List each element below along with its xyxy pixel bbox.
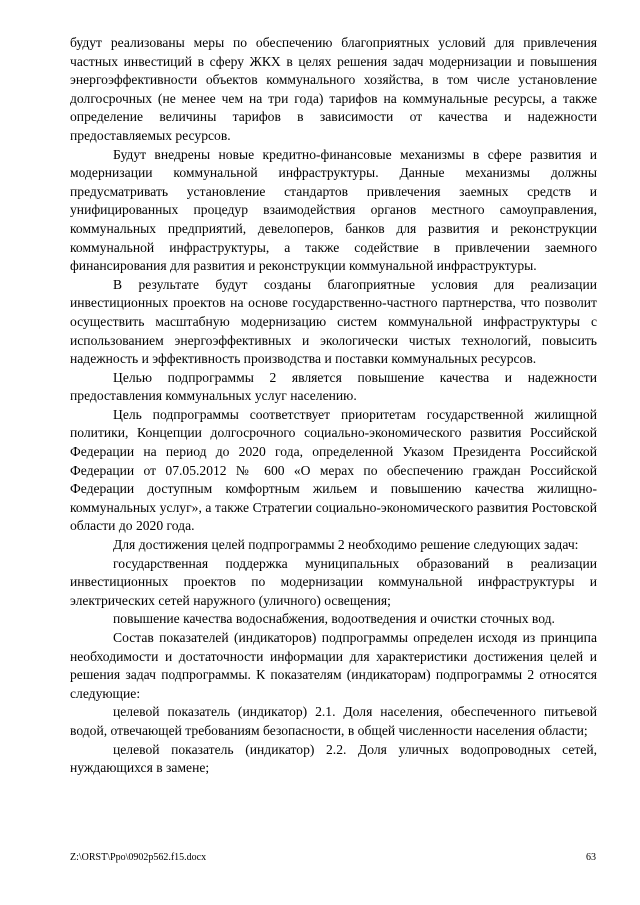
paragraph-3: В результате будут созданы благоприятные условия для реализации инвестиционных проектов на основе государственно-частного партнерства, что позволит осуществить масштабную модернизацию систем коммунальной инфраструктуры с использованием энергоэффективных и экологически чистых технологий, повысить надежность и эффективность производства и поставки коммунальных ресурсов. xyxy=(70,276,597,367)
paragraph-6: Для достижения целей подпрограммы 2 необходимо решение следующих задач: xyxy=(113,537,579,553)
paragraph-7: государственная поддержка муниципальных образований в реализации инвестиционных проектов по модернизации коммунальной инфраструктуры и электрических сетей наружного (уличного) освещения; xyxy=(70,555,597,608)
paragraph-1: будут реализованы меры по обеспечению благоприятных условий для привлечения частных инвестиций в сферу ЖКХ в целях решения задач модернизации и повышения энергоэффективности объектов коммунального хозяйства, в том числе установление долгосрочных (не менее чем на три года) тарифов на коммунальные ресурсы, а также определение величины тарифов в зависимости от качества и надежности предоставляемых ресурсов. xyxy=(70,35,597,143)
paragraph-10: целевой показатель (индикатор) 2.1. Доля населения, обеспеченного питьевой водой, отвечающей требованиям безопасности, в общей численности населения области; xyxy=(70,704,597,738)
paragraph-5: Цель подпрограммы соответствует приоритетам государственной жилищной политики, Концепции долгосрочного социально-экономического развития Российской Федерации на период до 2020 года, определенной Указом Президента Российской Федерации от 07.05.2012 № 600 «О мерах по обеспечению граждан Российской Федерации доступным комфортным жильем и повышению качества жилищно-коммунальных услуг», а также Стратегии социально-экономического развития Ростовской области до 2020 года. xyxy=(70,406,597,534)
footer-file-path: Z:\ORST\Ppo\0902p562.f15.docx xyxy=(70,852,207,863)
paragraph-4: Целью подпрограммы 2 является повышение качества и надежности предоставления коммунальных услуг населению. xyxy=(70,369,597,404)
paragraph-9: Состав показателей (индикаторов) подпрограммы определен исходя из принципа необходимости и достаточности информации для характеристики достижения целей и решения задач подпрограммы. К показателям (индикаторам) подпрограммы 2 относятся следующие: xyxy=(70,630,597,701)
page-number: 63 xyxy=(586,852,596,863)
paragraph-8: повышение качества водоснабжения, водоотведения и очистки сточных вод. xyxy=(113,611,555,627)
paragraph-2: Будут внедрены новые кредитно-финансовые механизмы в сфере развития и модернизации коммунальной инфраструктуры. Данные механизмы должны предусматривать установление стандартов привлечения заемных средств и унифицированных процедур взаимодействия органов местного самоуправления, коммунальных предприятий, девелоперов, банков для развития и реконструкции коммунальной инфраструктуры, а также содействие в привлечении заемного финансирования для развития и реконструкции коммунальной инфраструктуры. xyxy=(70,146,597,274)
paragraph-11: целевой показатель (индикатор) 2.2. Доля уличных водопроводных сетей, нуждающихся в замене; xyxy=(70,741,597,776)
document-body xyxy=(70,34,597,778)
